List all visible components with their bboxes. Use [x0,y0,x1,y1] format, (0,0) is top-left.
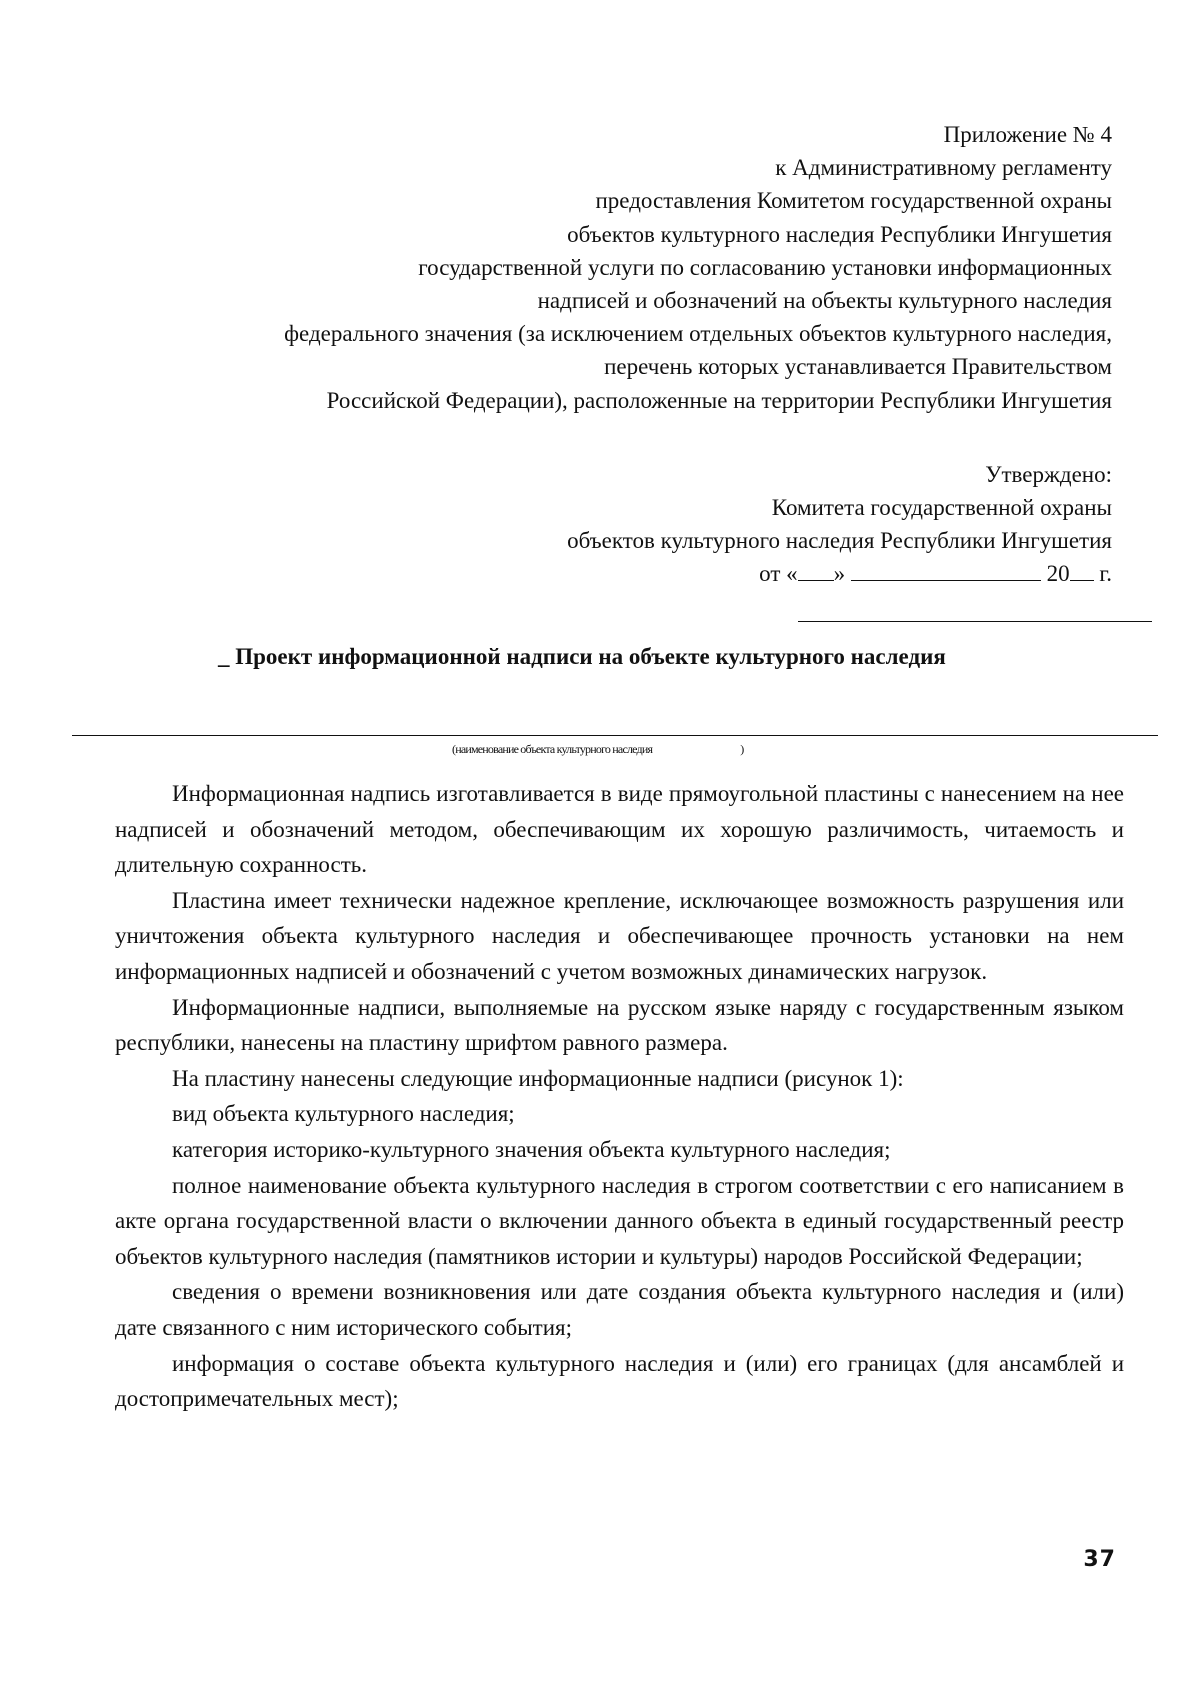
approved-label: Утверждено: [985,462,1112,487]
object-name-caption [452,741,743,757]
approval-block [212,458,1112,590]
appendix-line: Российской Федерации), расположенные на территории Республики Ингушетия [326,387,1112,413]
date-year: 20 [1046,561,1070,586]
paragraph: информация о составе объекта культурного наследия и (или) его границах (для ансамблей и достопримечательных мест); [115,1350,1124,1412]
appendix-line: федерального значения (за исключением отдельных объектов культурного наследия, [284,321,1112,347]
appendix-header [112,118,1112,417]
paragraph: вид объекта культурного наследия; [172,1101,515,1127]
paragraph: сведения о времени возникновения или дате создания объекта культурного наследия и (или) дате связанного с ним исторического события; [115,1279,1124,1340]
object-name-line [72,735,1158,736]
appendix-line: надписей и обозначений на объекты культурного наследия [537,288,1112,314]
approval-date [212,557,1112,590]
body-text [115,776,1124,1417]
appendix-line: предоставления Комитетом государственной охраны [595,188,1112,214]
paragraph: Информационная надпись изготавливается в виде прямоугольной пластины с нанесением на нее надписей и обозначений методом, обеспечивающим их хорошую различимость, читаемость и длительную сохранность. [115,781,1124,878]
paragraph: Информационные надписи, выполняемые на русском языке наряду с государственным языком республики, нанесены на пластину шрифтом равного размера. [115,994,1124,1056]
approval-authority-line: объектов культурного наследия Республики Ингушетия [567,528,1112,553]
page-number: 37 [1083,1547,1116,1572]
date-prefix: от « [759,561,798,586]
paragraph: Пластина имеет технически надежное крепление, исключающее возможность разрушения или уничтожения объекта культурного наследия и обеспечивающее прочность установки на нем информационных надписей и обозначений с учетом возможных динамических нагрузок. [115,887,1124,984]
date-suffix: г. [1093,561,1112,586]
appendix-line: объектов культурного наследия Республики Ингушетия [567,221,1112,247]
approval-authority-line: Комитета государственной охраны [771,495,1112,520]
signature-line [798,621,1152,622]
paragraph: На пластину нанесены следующие информационные надписи (рисунок 1): [172,1065,904,1091]
month-blank [851,558,1041,581]
year-blank [1070,558,1094,581]
caption-close: ) [740,742,744,756]
paragraph: категория историко-культурного значения объекта культурного наследия; [172,1136,891,1162]
paragraph: полное наименование объекта культурного наследия в строгом соответствии с его написанием в акте органа государственной власти о включении данного объекта в единый государственный реестр объектов культурного наследия (памятников истории и культуры) народов Российской Федерации; [115,1172,1124,1269]
appendix-line: к Административному регламенту [775,155,1112,181]
day-blank [798,558,834,581]
appendix-line: Приложение № 4 [943,122,1112,147]
document-title: _ Проект информационной надписи на объекте культурного наследия [218,644,946,669]
caption-text: (наименование объекта культурного наследия [452,742,653,756]
appendix-line: перечень которых устанавливается Правительством [604,354,1112,380]
appendix-line: государственной услуги по согласованию установки информационных [418,254,1112,280]
date-mid: » [833,561,846,586]
